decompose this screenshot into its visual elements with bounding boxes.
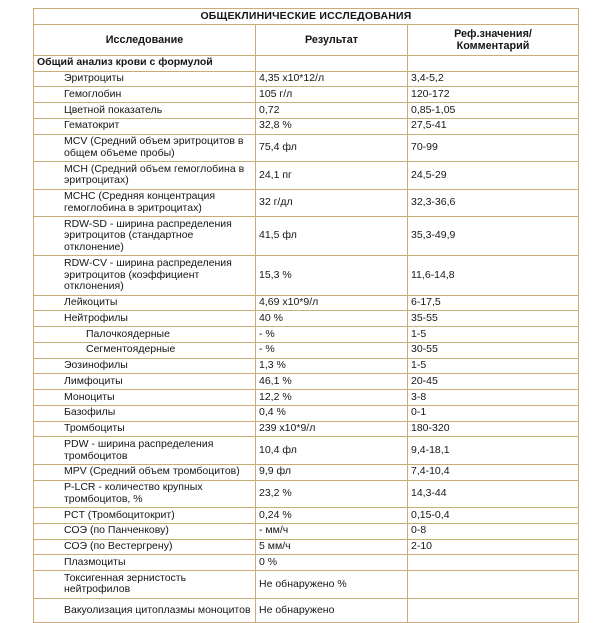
table-row <box>34 162 579 190</box>
test-name-cell: Лимфоциты <box>34 374 256 390</box>
result-cell: 0,72 <box>256 103 408 119</box>
table-row <box>34 405 579 421</box>
table-row <box>34 555 579 571</box>
col-header-ref-line2: Комментарий <box>456 39 530 52</box>
test-name-cell: P-LCR - количество крупных тромбоцитов, % <box>34 480 256 508</box>
table-row <box>34 390 579 406</box>
test-name-cell: Тромбоциты <box>34 421 256 437</box>
table-row <box>34 437 579 465</box>
test-name-cell: RDW-CV - ширина распределения эритроцитов (коэффициент отклонения) <box>34 256 256 295</box>
table-row <box>34 295 579 311</box>
ref-cell <box>408 555 579 571</box>
ref-cell: 180-320 <box>408 421 579 437</box>
result-cell: 15,3 % <box>256 256 408 295</box>
table-row <box>34 374 579 390</box>
result-cell: - мм/ч <box>256 523 408 539</box>
result-cell: 9,9 фл <box>256 464 408 480</box>
test-name-cell: Моноциты <box>34 390 256 406</box>
ref-cell <box>408 571 579 599</box>
table-row <box>34 523 579 539</box>
ref-cell: 0,15-0,4 <box>408 508 579 524</box>
test-name-cell: Гематокрит <box>34 118 256 134</box>
table-row <box>34 598 579 623</box>
test-name-cell: RDW-SD - ширина распределения эритроцитов (стандартное отклонение) <box>34 217 256 256</box>
ref-cell: 120-172 <box>408 87 579 103</box>
ref-cell: 30-55 <box>408 342 579 358</box>
result-cell: 1,3 % <box>256 358 408 374</box>
ref-cell: 35-55 <box>408 311 579 327</box>
test-name-cell: Палочкоядерные <box>34 327 256 343</box>
table-row <box>34 358 579 374</box>
ref-cell: 14,3-44 <box>408 480 579 508</box>
table-row <box>34 256 579 295</box>
ref-cell: 0-1 <box>408 405 579 421</box>
table-row <box>34 189 579 217</box>
ref-cell: 35,3-49,9 <box>408 217 579 256</box>
column-header-row <box>34 24 579 55</box>
table-row <box>34 508 579 524</box>
ref-cell: 2-10 <box>408 539 579 555</box>
result-cell: 32 г/дл <box>256 189 408 217</box>
test-name-cell: Нейтрофилы <box>34 311 256 327</box>
section-title: Общий анализ крови с формулой <box>34 55 256 71</box>
test-name-cell: PCT (Тромбоцитокрит) <box>34 508 256 524</box>
result-cell: 4,35 x10*12/л <box>256 71 408 87</box>
result-cell: 0 % <box>256 555 408 571</box>
section-row <box>34 55 579 71</box>
result-cell: 24,1 пг <box>256 162 408 190</box>
result-cell: 32,8 % <box>256 118 408 134</box>
result-cell <box>256 55 408 71</box>
result-cell: Не обнаружено <box>256 598 408 623</box>
table-row <box>34 103 579 119</box>
result-cell: 105 г/л <box>256 87 408 103</box>
test-name-cell: PDW - ширина распределения тромбоцитов <box>34 437 256 465</box>
results-table <box>33 8 579 623</box>
test-name-cell: Гемоглобин <box>34 87 256 103</box>
test-name-cell: Сегментоядерные <box>34 342 256 358</box>
test-name-cell: MCV (Средний объем эритроцитов в общем объеме пробы) <box>34 134 256 162</box>
ref-cell: 27,5-41 <box>408 118 579 134</box>
table-row <box>34 480 579 508</box>
result-cell: 0,24 % <box>256 508 408 524</box>
result-cell: - % <box>256 342 408 358</box>
table-row <box>34 87 579 103</box>
table-row <box>34 327 579 343</box>
ref-cell: 20-45 <box>408 374 579 390</box>
col-header-result: Результат <box>256 24 408 55</box>
result-cell: 239 x10*9/л <box>256 421 408 437</box>
table-row <box>34 217 579 256</box>
ref-cell: 3-8 <box>408 390 579 406</box>
col-header-ref <box>408 24 579 55</box>
ref-cell: 32,3-36,6 <box>408 189 579 217</box>
result-cell: 10,4 фл <box>256 437 408 465</box>
test-name-cell: Токсигенная зернистость нейтрофилов <box>34 571 256 599</box>
test-name-cell: MPV (Средний объем тромбоцитов) <box>34 464 256 480</box>
result-cell: 46,1 % <box>256 374 408 390</box>
ref-cell: 1-5 <box>408 358 579 374</box>
ref-cell: 11,6-14,8 <box>408 256 579 295</box>
ref-cell: 3,4-5,2 <box>408 71 579 87</box>
table-row <box>34 118 579 134</box>
col-header-test: Исследование <box>34 24 256 55</box>
ref-cell: 6-17,5 <box>408 295 579 311</box>
ref-cell: 24,5-29 <box>408 162 579 190</box>
col-header-ref-line1: Реф.значения/ <box>454 27 532 40</box>
table-row <box>34 571 579 599</box>
ref-cell <box>408 598 579 623</box>
table-row <box>34 311 579 327</box>
ref-cell <box>408 55 579 71</box>
result-cell: 40 % <box>256 311 408 327</box>
result-cell: 0,4 % <box>256 405 408 421</box>
table-row <box>34 134 579 162</box>
test-name-cell: Вакуолизация цитоплазмы моноцитов <box>34 598 256 623</box>
test-name-cell: Базофилы <box>34 405 256 421</box>
title-row <box>34 9 579 25</box>
result-cell: 23,2 % <box>256 480 408 508</box>
test-name-cell: СОЭ (по Вестергрену) <box>34 539 256 555</box>
ref-cell: 70-99 <box>408 134 579 162</box>
result-cell: 41,5 фл <box>256 217 408 256</box>
test-name-cell: MCH (Средний объем гемоглобина в эритроцитах) <box>34 162 256 190</box>
report-title: ОБЩЕКЛИНИЧЕСКИЕ ИССЛЕДОВАНИЯ <box>34 9 579 25</box>
table-row <box>34 539 579 555</box>
ref-cell: 1-5 <box>408 327 579 343</box>
table-row <box>34 421 579 437</box>
result-cell: 5 мм/ч <box>256 539 408 555</box>
test-name-cell: MCHC (Средняя концентрация гемоглобина в эритроцитах) <box>34 189 256 217</box>
table-row <box>34 464 579 480</box>
test-name-cell: Лейкоциты <box>34 295 256 311</box>
ref-cell: 9,4-18,1 <box>408 437 579 465</box>
result-cell: Не обнаружено % <box>256 571 408 599</box>
test-name-cell: Плазмоциты <box>34 555 256 571</box>
test-name-cell: Цветной показатель <box>34 103 256 119</box>
table-row <box>34 342 579 358</box>
test-name-cell: СОЭ (по Панченкову) <box>34 523 256 539</box>
test-name-cell: Эритроциты <box>34 71 256 87</box>
ref-cell: 7,4-10,4 <box>408 464 579 480</box>
table-row <box>34 71 579 87</box>
ref-cell: 0,85-1,05 <box>408 103 579 119</box>
result-cell: 12,2 % <box>256 390 408 406</box>
result-cell: - % <box>256 327 408 343</box>
ref-cell: 0-8 <box>408 523 579 539</box>
result-cell: 75,4 фл <box>256 134 408 162</box>
test-name-cell: Эозинофилы <box>34 358 256 374</box>
result-cell: 4,69 x10*9/л <box>256 295 408 311</box>
